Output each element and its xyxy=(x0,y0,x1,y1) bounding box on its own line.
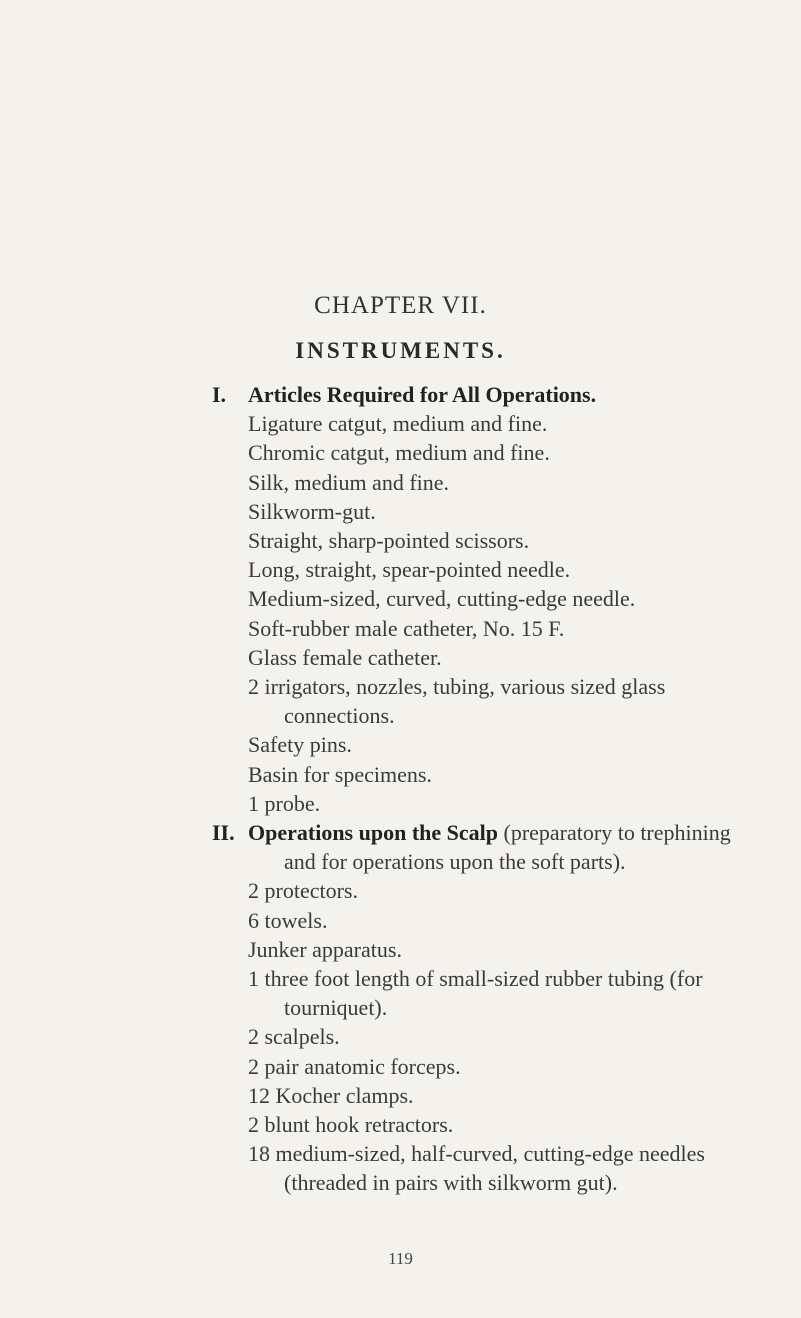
list-item: 2 irrigators, nozzles, tubing, various sized glass xyxy=(248,674,666,700)
list-item-continuation: tourniquet). xyxy=(284,995,388,1021)
list-item: Silk, medium and fine. xyxy=(248,469,450,495)
section-subtitle: (preparatory to trephining xyxy=(498,820,731,846)
list-item: Junker apparatus. xyxy=(248,936,402,962)
list-item: Safety pins. xyxy=(248,732,352,758)
section-title: Articles Required for All Operations. xyxy=(248,382,597,407)
section-number: II. xyxy=(212,820,235,846)
section-subtitle-continuation: and for operations upon the soft parts). xyxy=(284,849,626,875)
list-item: 18 medium-sized, half-curved, cutting-edge needles xyxy=(248,1141,705,1167)
list-item: 1 three foot length of small-sized rubber tubing (for xyxy=(248,966,703,992)
page-title: INSTRUMENTS. xyxy=(295,338,506,363)
page-number: 119 xyxy=(388,1249,413,1268)
list-item: 2 protectors. xyxy=(248,878,358,904)
list-item: Ligature catgut, medium and fine. xyxy=(248,411,548,437)
instrument-lists xyxy=(212,380,768,1198)
section-heading xyxy=(212,818,768,847)
list-item: Medium-sized, curved, cutting-edge needle. xyxy=(248,586,636,612)
list-item: Straight, sharp-pointed scissors. xyxy=(248,528,530,554)
list-item: Glass female catheter. xyxy=(248,644,442,670)
list-item: Silkworm-gut. xyxy=(248,498,376,524)
list-item: 2 pair anatomic forceps. xyxy=(248,1053,461,1079)
list-item: Soft-rubber male catheter, No. 15 F. xyxy=(248,615,565,641)
list-item: Long, straight, spear-pointed needle. xyxy=(248,557,571,583)
list-item: 2 blunt hook retractors. xyxy=(248,1112,454,1138)
list-item: 1 probe. xyxy=(248,790,321,816)
section-title: Operations upon the Scalp xyxy=(248,820,498,846)
list-item-continuation: connections. xyxy=(284,703,395,729)
section-heading xyxy=(212,380,768,409)
section-number: I. xyxy=(212,382,227,407)
chapter-heading: CHAPTER VII. xyxy=(314,292,487,319)
list-item: Basin for specimens. xyxy=(248,761,432,787)
list-item-continuation: (threaded in pairs with silkworm gut). xyxy=(284,1170,618,1196)
list-item: 6 towels. xyxy=(248,907,328,933)
list-item: 2 scalpels. xyxy=(248,1024,340,1050)
list-item: 12 Kocher clamps. xyxy=(248,1082,414,1108)
list-item: Chromic catgut, medium and fine. xyxy=(248,440,550,466)
